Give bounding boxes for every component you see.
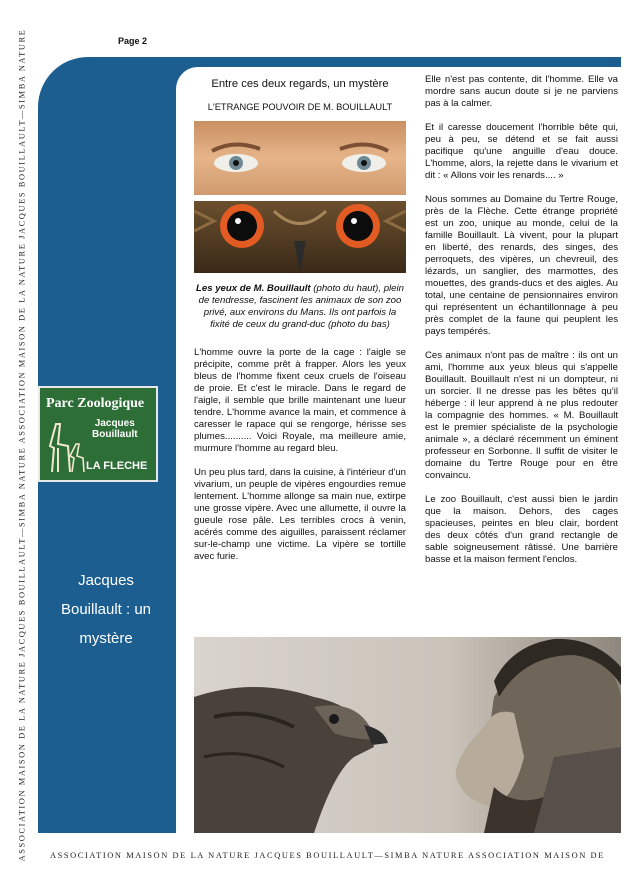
paragraph: L'homme ouvre la porte de la cage : l'aigle se précipite, comme prêt à frapper. Alors les yeux bleus de l'homme fixent ceux cruels de l'oiseau de proie. Et c'est le miracle. Dans le regard de l'aigle, il semble que brille maintenant une lueur tendre. L'homme avance la main, et commence à caresser le rapace qui se rengorge, hérisse ses plumes.......... Voici Royale, ma meilleure amie, murmure l'homme au regard bleu. — [194, 347, 406, 454]
sidebar-title: Jacques Bouillault : un mystère — [60, 572, 152, 647]
vertical-margin-label: ASSOCIATION MAISON DE LA NATURE JACQUES BOUILLAULT—SIMBA NATURE ASSOCIATION MAISON DE LA NATURE JACQUES BOUILLAULT—SIMBA NATURE — [17, 28, 27, 862]
vertical-margin-text — [14, 30, 30, 860]
paragraph: Et il caresse doucement l'horrible bête qui, peu à peu, se détend et se fait aussi pacifique qu'une anguille d'eau douce. L'homme, alors, la rejette dans le vivarium et dit : « Allons voir les renards.... » — [425, 122, 618, 181]
paragraph: Un peu plus tard, dans la cuisine, à l'intérieur d'un vivarium, un peuple de vipères engourdies remue lentement. L'homme allonge sa main nue, extirpe une grosse vipère. Avec une allumette, il ouvre la gueule rose pâle. Les terribles crocs à venin, acérés comme des aiguilles, paraissent réclamer sur-le-champ une victime. La vipère se tortille avec furie. — [194, 467, 406, 562]
article-column-2 — [425, 74, 618, 578]
caption-text: (photo du haut), plein de tendresse, fascinent les animaux de son zoo privé, aux environs du Mans. Ils ont parfois la fixité de ceux du grand-duc (photo du bas) — [198, 283, 404, 330]
man-and-eagle-photo — [194, 637, 621, 833]
sign-name — [92, 418, 138, 440]
eyes-photo — [194, 121, 406, 273]
sign-line-3: Bouillault — [92, 429, 138, 440]
giraffe-icon — [46, 418, 86, 474]
paragraph: Nous sommes au Domaine du Tertre Rouge, près de la Flèche. Cette étrange propriété est un zoo, unique au monde, celui de la famille Bouillault. Là vivent, pour la plupart en liberté, des renards, des singes, des perroquets, des vipères, un chevreuil, des lézards, un sanglier, des marmottes, des mouettes, des grands-ducs et des aigles. Au total, une centaine de pensionnaires environ qui représentent un échantillonnage à peu près complet de la faune qui peuplent les pays tempérés. — [425, 194, 618, 337]
article-headline: Entre ces deux regards, un mystère — [211, 78, 389, 90]
page-number: Page 2 — [118, 36, 148, 46]
paragraph: Ces animaux n'ont pas de maître : ils ont un ami, l'homme aux yeux bleus qui s'appelle Bouillault. Bouillault n'est ni un dompteur, ni un sorcier. Il ne dresse pas les bêtes qu'il héberge : il leur apprend à ne plus redouter la compagnie des hommes. « M. Bouillault est le premier spécialiste de la psychologie animale », a déclaré récemment un éminent professeur en Sorbonne. Il suffit de visiter le domaine du Tertre Rouge pour en être convaincu. — [425, 350, 618, 481]
bottom-margin-text: ASSOCIATION MAISON DE LA NATURE JACQUES BOUILLAULT—SIMBA NATURE ASSOCIATION MAISON DE — [50, 851, 605, 860]
caption-bold: Les yeux de M. Bouillault — [196, 283, 311, 294]
sign-line-2: Jacques — [94, 418, 135, 429]
article-subheadline: L'ETRANGE POUVOIR DE M. BOUILLAULT — [207, 102, 393, 112]
paragraph: Elle n'est pas contente, dit l'homme. Elle va mordre sans aucun doute si je ne parviens pas à la calmer. — [425, 74, 618, 109]
sign-line-1: Parc Zoologique — [46, 396, 145, 411]
paragraph: Le zoo Bouillault, c'est aussi bien le jardin que la maison. Dehors, des cages spacieuses, peintes en bleu clair, bordent des deux côtés d'un grand rectangle de sable soigneusement râtissé. Une barrière basse et la maison ferment l'enclos. — [425, 494, 618, 565]
article-column-1 — [194, 74, 406, 575]
column-1-body — [194, 347, 406, 563]
photo-caption — [194, 283, 406, 331]
zoo-sign-photo — [38, 386, 158, 482]
sign-line-4: LA FLECHE — [86, 460, 148, 472]
